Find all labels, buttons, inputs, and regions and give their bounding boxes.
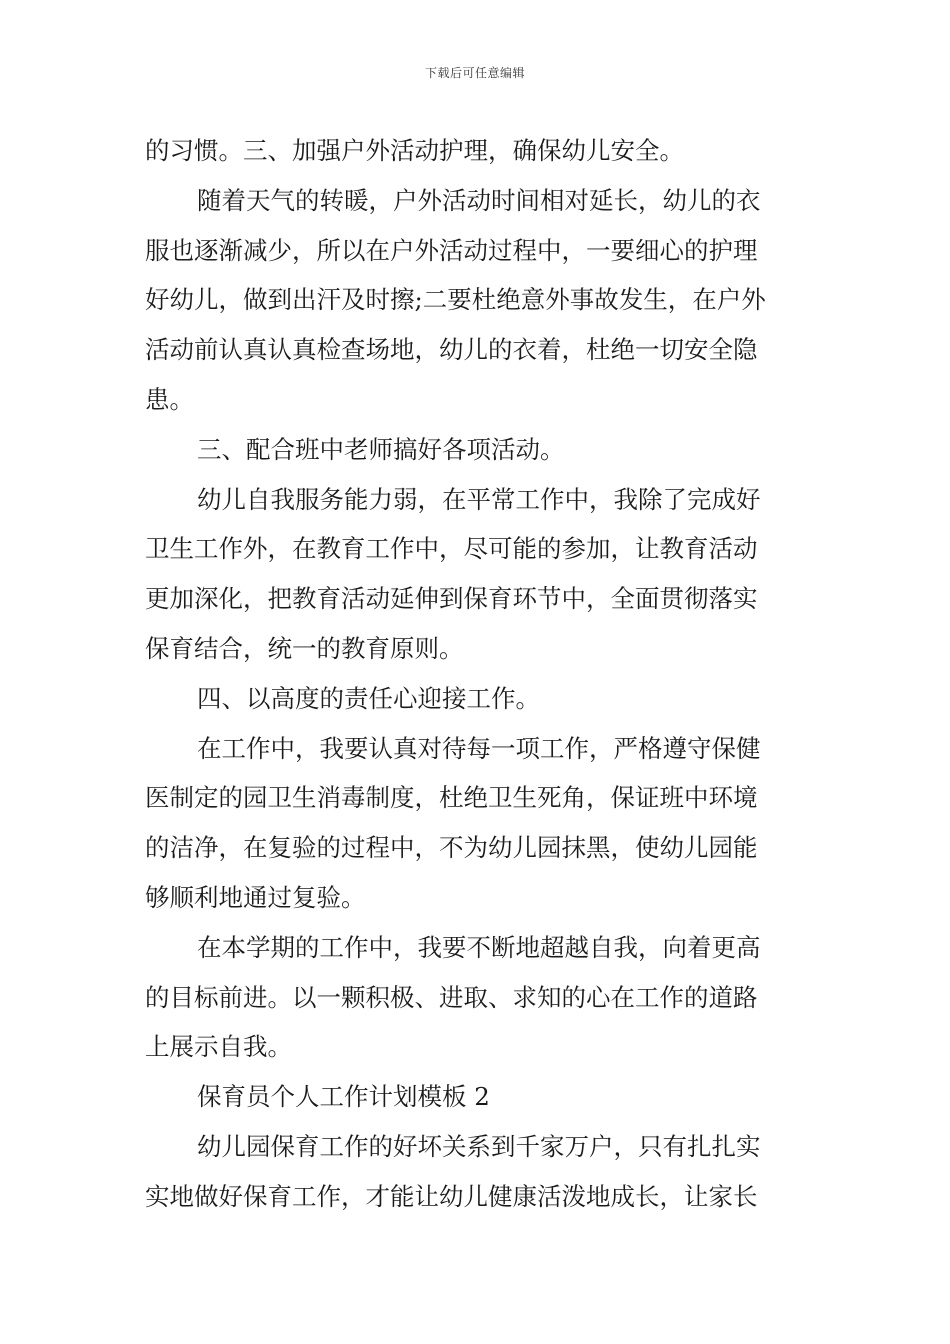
document-title: 保育员个人工作计划模板 2 [197, 1082, 490, 1112]
text-line: 实地做好保育工作，才能让幼儿健康活泼地成长，让家长 [145, 1181, 758, 1211]
page-header: 下载后可任意编辑 [424, 66, 525, 80]
text-line: 够顺利地通过复验。 [145, 882, 366, 912]
text-line: 更加深化，把教育活动延伸到保育环节中，全面贯彻落实 [145, 584, 758, 614]
text-line: 医制定的园卫生消毒制度，杜绝卫生死角，保证班中环境 [145, 783, 758, 813]
text-line: 的目标前进。以一颗积极、进取、求知的心在工作的道路 [145, 982, 758, 1012]
text-line: 随着天气的转暖，户外活动时间相对延长，幼儿的衣 [197, 185, 761, 215]
section-heading: 四、以高度的责任心迎接工作。 [197, 683, 540, 713]
text-line: 幼儿园保育工作的好坏关系到千家万户，只有扎扎实 [197, 1131, 761, 1161]
text-line: 的洁净，在复验的过程中，不为幼儿园抹黑，使幼儿园能 [145, 833, 758, 863]
text-line: 在本学期的工作中，我要不断地超越自我，向着更高 [197, 932, 761, 962]
section-heading: 三、配合班中老师搞好各项活动。 [197, 434, 565, 464]
text-line: 的习惯。三、加强户外活动护理，确保幼儿安全。 [145, 136, 684, 165]
text-line: 患。 [145, 384, 194, 414]
text-line: 活动前认真认真检查场地，幼儿的衣着，杜绝一切安全隐 [145, 335, 758, 365]
text-line: 保育结合，统一的教育原则。 [145, 633, 464, 663]
document-body [145, 126, 809, 1222]
text-line: 幼儿自我服务能力弱，在平常工作中，我除了完成好 [197, 484, 761, 514]
text-line: 卫生工作外，在教育工作中，尽可能的参加，让教育活动 [145, 534, 758, 564]
text-line: 好幼儿，做到出汗及时擦;二要杜绝意外事故发生，在户外 [145, 285, 766, 315]
text-line: 在工作中，我要认真对待每一项工作，严格遵守保健 [197, 733, 761, 763]
text-line: 上展示自我。 [145, 1032, 292, 1062]
text-line: 服也逐渐减少，所以在户外活动过程中，一要细心的护理 [145, 235, 758, 265]
